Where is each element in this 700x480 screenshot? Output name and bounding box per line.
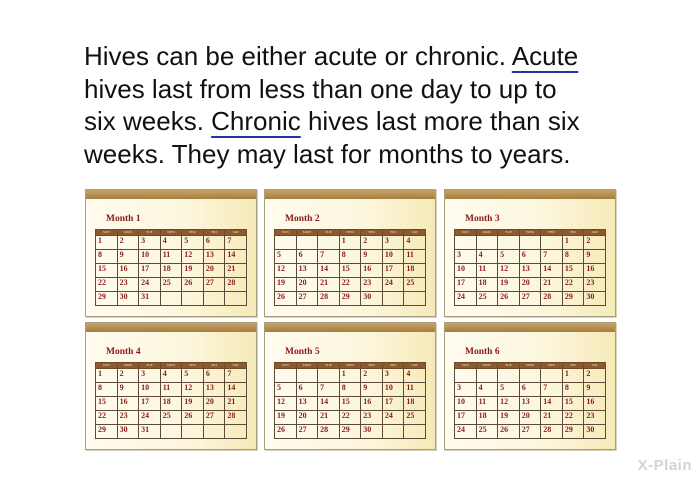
day-cell: 18 bbox=[476, 411, 498, 425]
day-cell: 25 bbox=[404, 411, 426, 425]
day-cell: 2 bbox=[361, 369, 383, 383]
day-cell: 12 bbox=[182, 383, 204, 397]
day-cell: 9 bbox=[117, 250, 139, 264]
day-cell: 9 bbox=[361, 383, 383, 397]
weekday-header: SUN bbox=[275, 230, 297, 236]
weekday-header: WED bbox=[160, 230, 182, 236]
day-cell bbox=[182, 425, 204, 439]
day-cell: 29 bbox=[339, 292, 361, 306]
paragraph-line: weeks. They may last for months to years. bbox=[84, 138, 571, 169]
month-calendar bbox=[264, 189, 436, 317]
day-cell: 23 bbox=[117, 278, 139, 292]
day-cell: 19 bbox=[182, 397, 204, 411]
day-cell: 1 bbox=[562, 369, 584, 383]
weekday-header: SUN bbox=[275, 363, 297, 369]
day-cell: 16 bbox=[361, 397, 383, 411]
calendar-header-bar bbox=[445, 190, 615, 199]
day-cell bbox=[160, 425, 182, 439]
day-cell: 19 bbox=[498, 278, 520, 292]
day-cell: 26 bbox=[275, 425, 297, 439]
day-cell: 21 bbox=[225, 397, 247, 411]
day-cell: 13 bbox=[519, 264, 541, 278]
calendar-header-bar bbox=[265, 190, 435, 199]
day-cell: 18 bbox=[404, 397, 426, 411]
day-cell: 21 bbox=[541, 411, 563, 425]
day-cell bbox=[318, 236, 340, 250]
day-cell: 2 bbox=[361, 236, 383, 250]
day-cell: 28 bbox=[541, 425, 563, 439]
day-cell: 12 bbox=[182, 250, 204, 264]
day-cell: 20 bbox=[203, 264, 225, 278]
weekday-header: TUE bbox=[139, 363, 161, 369]
day-cell bbox=[498, 369, 520, 383]
weekday-header: TUE bbox=[498, 363, 520, 369]
weekday-header: WED bbox=[519, 230, 541, 236]
day-cell bbox=[318, 369, 340, 383]
day-cell: 30 bbox=[117, 425, 139, 439]
day-cell: 2 bbox=[117, 369, 139, 383]
calendar-header-bar bbox=[86, 323, 256, 332]
day-cell: 11 bbox=[476, 264, 498, 278]
weekday-header: WED bbox=[519, 363, 541, 369]
x-plain-logo: X-Plain bbox=[637, 457, 692, 474]
weekday-header: SUN bbox=[96, 363, 118, 369]
day-cell bbox=[541, 369, 563, 383]
day-cell: 6 bbox=[519, 250, 541, 264]
day-cell: 21 bbox=[318, 278, 340, 292]
day-cell: 16 bbox=[584, 264, 606, 278]
day-cell bbox=[203, 292, 225, 306]
day-cell: 15 bbox=[96, 264, 118, 278]
day-cell bbox=[275, 369, 297, 383]
day-cell: 4 bbox=[476, 250, 498, 264]
day-cell: 7 bbox=[225, 369, 247, 383]
weekday-header: THU bbox=[182, 363, 204, 369]
calendar-header-bar bbox=[265, 323, 435, 332]
weekday-header: SAT bbox=[225, 363, 247, 369]
day-cell: 24 bbox=[382, 278, 404, 292]
day-cell: 20 bbox=[296, 411, 318, 425]
calendar-header-bar bbox=[445, 323, 615, 332]
day-cell bbox=[476, 369, 498, 383]
day-cell: 4 bbox=[404, 369, 426, 383]
day-cell: 3 bbox=[139, 369, 161, 383]
weekday-header: MON bbox=[476, 230, 498, 236]
calendar-month-title: Month 5 bbox=[285, 347, 320, 357]
day-cell bbox=[455, 236, 477, 250]
calendar-month-title: Month 1 bbox=[106, 214, 141, 224]
weekday-header: TUE bbox=[139, 230, 161, 236]
weekday-header: FRI bbox=[382, 230, 404, 236]
weekday-header: TUE bbox=[318, 363, 340, 369]
day-cell: 13 bbox=[203, 250, 225, 264]
day-cell: 12 bbox=[275, 264, 297, 278]
calendar-month-title: Month 6 bbox=[465, 347, 500, 357]
calendar-month-title: Month 2 bbox=[285, 214, 320, 224]
day-cell: 8 bbox=[339, 383, 361, 397]
day-cell bbox=[498, 236, 520, 250]
day-cell: 11 bbox=[476, 397, 498, 411]
day-cell: 10 bbox=[139, 250, 161, 264]
day-cell: 23 bbox=[117, 411, 139, 425]
day-cell: 24 bbox=[455, 425, 477, 439]
day-cell: 3 bbox=[455, 250, 477, 264]
day-cell: 10 bbox=[139, 383, 161, 397]
day-cell: 8 bbox=[96, 383, 118, 397]
day-cell: 20 bbox=[296, 278, 318, 292]
day-cell: 27 bbox=[296, 292, 318, 306]
day-cell: 7 bbox=[225, 236, 247, 250]
day-cell: 25 bbox=[160, 411, 182, 425]
day-cell bbox=[519, 369, 541, 383]
day-cell: 27 bbox=[519, 292, 541, 306]
day-cell: 14 bbox=[541, 264, 563, 278]
weekday-header: MON bbox=[117, 363, 139, 369]
day-cell: 23 bbox=[584, 411, 606, 425]
weekday-header: TUE bbox=[318, 230, 340, 236]
paragraph-line: hives last from less than one day to up to bbox=[84, 73, 557, 104]
day-cell: 27 bbox=[519, 425, 541, 439]
day-cell: 11 bbox=[404, 250, 426, 264]
day-cell: 9 bbox=[361, 250, 383, 264]
day-cell: 31 bbox=[139, 425, 161, 439]
day-cell: 5 bbox=[498, 383, 520, 397]
day-cell: 16 bbox=[117, 397, 139, 411]
day-cell: 17 bbox=[139, 397, 161, 411]
day-cell: 29 bbox=[339, 425, 361, 439]
calendar-month-title: Month 4 bbox=[106, 347, 141, 357]
day-cell: 12 bbox=[498, 397, 520, 411]
weekday-header: TUE bbox=[498, 230, 520, 236]
day-cell: 3 bbox=[382, 236, 404, 250]
day-cell: 11 bbox=[404, 383, 426, 397]
chronic-term: Chronic bbox=[211, 106, 301, 136]
day-cell: 15 bbox=[96, 397, 118, 411]
day-cell: 5 bbox=[182, 236, 204, 250]
day-cell: 27 bbox=[203, 411, 225, 425]
day-cell: 17 bbox=[382, 397, 404, 411]
weekday-header: WED bbox=[339, 363, 361, 369]
day-cell: 27 bbox=[296, 425, 318, 439]
weekday-header: THU bbox=[541, 363, 563, 369]
day-cell: 19 bbox=[275, 278, 297, 292]
day-cell: 19 bbox=[498, 411, 520, 425]
day-cell bbox=[476, 236, 498, 250]
day-cell bbox=[296, 369, 318, 383]
day-cell: 28 bbox=[225, 411, 247, 425]
day-cell: 14 bbox=[318, 264, 340, 278]
day-cell: 6 bbox=[203, 236, 225, 250]
day-cell: 3 bbox=[382, 369, 404, 383]
weekday-header: MON bbox=[296, 230, 318, 236]
day-cell bbox=[382, 292, 404, 306]
day-cell: 10 bbox=[382, 250, 404, 264]
day-cell: 23 bbox=[361, 411, 383, 425]
weekday-header: SUN bbox=[455, 230, 477, 236]
day-cell: 15 bbox=[562, 397, 584, 411]
day-cell: 24 bbox=[139, 278, 161, 292]
day-cell: 22 bbox=[339, 411, 361, 425]
day-cell: 24 bbox=[139, 411, 161, 425]
day-cell: 5 bbox=[182, 369, 204, 383]
weekday-header: MON bbox=[476, 363, 498, 369]
day-cell: 14 bbox=[225, 383, 247, 397]
day-cell: 20 bbox=[519, 411, 541, 425]
weekday-header: WED bbox=[160, 363, 182, 369]
day-cell: 8 bbox=[339, 250, 361, 264]
day-cell: 5 bbox=[275, 250, 297, 264]
weekday-header: THU bbox=[182, 230, 204, 236]
day-cell: 30 bbox=[584, 425, 606, 439]
calendar-table bbox=[274, 362, 426, 439]
day-cell: 18 bbox=[476, 278, 498, 292]
weekday-header: FRI bbox=[203, 230, 225, 236]
weekday-header: SAT bbox=[404, 363, 426, 369]
weekday-header: MON bbox=[296, 363, 318, 369]
day-cell: 3 bbox=[139, 236, 161, 250]
day-cell bbox=[182, 292, 204, 306]
day-cell: 12 bbox=[275, 397, 297, 411]
month-calendar bbox=[85, 189, 257, 317]
day-cell: 16 bbox=[117, 264, 139, 278]
day-cell: 7 bbox=[318, 250, 340, 264]
day-cell: 15 bbox=[339, 397, 361, 411]
day-cell: 4 bbox=[476, 383, 498, 397]
day-cell: 15 bbox=[562, 264, 584, 278]
acute-term: Acute bbox=[511, 41, 579, 71]
day-cell: 8 bbox=[96, 250, 118, 264]
day-cell: 25 bbox=[404, 278, 426, 292]
day-cell: 29 bbox=[562, 425, 584, 439]
day-cell: 7 bbox=[541, 250, 563, 264]
day-cell: 6 bbox=[296, 383, 318, 397]
weekday-header: SUN bbox=[96, 230, 118, 236]
day-cell bbox=[275, 236, 297, 250]
day-cell: 26 bbox=[182, 278, 204, 292]
day-cell: 25 bbox=[160, 278, 182, 292]
calendar-table bbox=[95, 362, 247, 439]
day-cell: 30 bbox=[361, 292, 383, 306]
intro-paragraph bbox=[84, 40, 644, 170]
day-cell: 15 bbox=[339, 264, 361, 278]
day-cell: 4 bbox=[160, 236, 182, 250]
day-cell: 5 bbox=[498, 250, 520, 264]
weekday-header: FRI bbox=[562, 230, 584, 236]
day-cell: 26 bbox=[498, 292, 520, 306]
day-cell: 17 bbox=[382, 264, 404, 278]
day-cell bbox=[541, 236, 563, 250]
day-cell: 8 bbox=[562, 250, 584, 264]
day-cell: 29 bbox=[96, 292, 118, 306]
day-cell: 18 bbox=[160, 397, 182, 411]
day-cell: 5 bbox=[275, 383, 297, 397]
day-cell: 1 bbox=[562, 236, 584, 250]
day-cell: 18 bbox=[160, 264, 182, 278]
calendar-table bbox=[95, 229, 247, 306]
day-cell: 27 bbox=[203, 278, 225, 292]
day-cell: 13 bbox=[296, 397, 318, 411]
paragraph-line: Hives can be either acute or chronic. Acute bbox=[84, 41, 579, 71]
weekday-header: THU bbox=[361, 230, 383, 236]
weekday-header: SAT bbox=[404, 230, 426, 236]
day-cell: 28 bbox=[318, 292, 340, 306]
day-cell: 9 bbox=[117, 383, 139, 397]
day-cell bbox=[296, 236, 318, 250]
day-cell: 10 bbox=[455, 264, 477, 278]
weekday-header: FRI bbox=[382, 363, 404, 369]
day-cell: 7 bbox=[318, 383, 340, 397]
day-cell: 19 bbox=[275, 411, 297, 425]
day-cell: 11 bbox=[160, 250, 182, 264]
day-cell: 21 bbox=[541, 278, 563, 292]
day-cell: 6 bbox=[296, 250, 318, 264]
day-cell bbox=[519, 236, 541, 250]
weekday-header: SAT bbox=[584, 363, 606, 369]
day-cell: 1 bbox=[339, 369, 361, 383]
day-cell: 20 bbox=[203, 397, 225, 411]
day-cell: 17 bbox=[455, 411, 477, 425]
day-cell: 2 bbox=[584, 236, 606, 250]
day-cell: 20 bbox=[519, 278, 541, 292]
day-cell: 19 bbox=[182, 264, 204, 278]
month-calendar bbox=[444, 322, 616, 450]
day-cell bbox=[404, 425, 426, 439]
day-cell: 1 bbox=[96, 236, 118, 250]
day-cell: 30 bbox=[584, 292, 606, 306]
day-cell: 23 bbox=[361, 278, 383, 292]
day-cell: 22 bbox=[562, 411, 584, 425]
paragraph-line: six weeks. Chronic hives last more than six bbox=[84, 106, 580, 136]
day-cell: 18 bbox=[404, 264, 426, 278]
day-cell: 22 bbox=[562, 278, 584, 292]
day-cell: 26 bbox=[275, 292, 297, 306]
day-cell: 9 bbox=[584, 383, 606, 397]
calendar-table bbox=[454, 362, 606, 439]
day-cell: 24 bbox=[382, 411, 404, 425]
day-cell: 25 bbox=[476, 292, 498, 306]
weekday-header: SUN bbox=[455, 363, 477, 369]
day-cell: 4 bbox=[160, 369, 182, 383]
weekday-header: WED bbox=[339, 230, 361, 236]
day-cell bbox=[225, 292, 247, 306]
day-cell: 9 bbox=[584, 250, 606, 264]
day-cell: 11 bbox=[160, 383, 182, 397]
day-cell: 2 bbox=[117, 236, 139, 250]
day-cell: 21 bbox=[225, 264, 247, 278]
calendar-header-bar bbox=[86, 190, 256, 199]
day-cell: 7 bbox=[541, 383, 563, 397]
day-cell: 17 bbox=[455, 278, 477, 292]
month-calendar bbox=[85, 322, 257, 450]
day-cell: 28 bbox=[225, 278, 247, 292]
day-cell: 26 bbox=[498, 425, 520, 439]
weekday-header: THU bbox=[361, 363, 383, 369]
day-cell: 24 bbox=[455, 292, 477, 306]
calendar-month-title: Month 3 bbox=[465, 214, 500, 224]
day-cell: 22 bbox=[96, 278, 118, 292]
day-cell bbox=[160, 292, 182, 306]
day-cell bbox=[203, 425, 225, 439]
weekday-header: FRI bbox=[203, 363, 225, 369]
day-cell: 16 bbox=[361, 264, 383, 278]
day-cell: 23 bbox=[584, 278, 606, 292]
day-cell: 4 bbox=[404, 236, 426, 250]
day-cell: 28 bbox=[541, 292, 563, 306]
day-cell: 13 bbox=[296, 264, 318, 278]
day-cell: 8 bbox=[562, 383, 584, 397]
day-cell: 31 bbox=[139, 292, 161, 306]
weekday-header: SAT bbox=[584, 230, 606, 236]
day-cell bbox=[225, 425, 247, 439]
day-cell: 2 bbox=[584, 369, 606, 383]
day-cell bbox=[382, 425, 404, 439]
day-cell: 10 bbox=[455, 397, 477, 411]
day-cell: 30 bbox=[361, 425, 383, 439]
day-cell: 6 bbox=[519, 383, 541, 397]
month-calendar bbox=[264, 322, 436, 450]
calendar-table bbox=[454, 229, 606, 306]
day-cell: 29 bbox=[96, 425, 118, 439]
day-cell: 22 bbox=[96, 411, 118, 425]
weekday-header: SAT bbox=[225, 230, 247, 236]
day-cell: 22 bbox=[339, 278, 361, 292]
day-cell: 1 bbox=[96, 369, 118, 383]
day-cell: 3 bbox=[455, 383, 477, 397]
day-cell: 28 bbox=[318, 425, 340, 439]
day-cell: 13 bbox=[203, 383, 225, 397]
day-cell: 16 bbox=[584, 397, 606, 411]
day-cell: 6 bbox=[203, 369, 225, 383]
day-cell: 12 bbox=[498, 264, 520, 278]
day-cell: 21 bbox=[318, 411, 340, 425]
day-cell: 14 bbox=[541, 397, 563, 411]
day-cell: 14 bbox=[225, 250, 247, 264]
calendar-table bbox=[274, 229, 426, 306]
month-calendar bbox=[444, 189, 616, 317]
day-cell: 14 bbox=[318, 397, 340, 411]
day-cell: 13 bbox=[519, 397, 541, 411]
day-cell bbox=[455, 369, 477, 383]
day-cell: 30 bbox=[117, 292, 139, 306]
weekday-header: FRI bbox=[562, 363, 584, 369]
weekday-header: MON bbox=[117, 230, 139, 236]
day-cell bbox=[404, 292, 426, 306]
day-cell: 10 bbox=[382, 383, 404, 397]
day-cell: 29 bbox=[562, 292, 584, 306]
day-cell: 25 bbox=[476, 425, 498, 439]
weekday-header: THU bbox=[541, 230, 563, 236]
day-cell: 26 bbox=[182, 411, 204, 425]
day-cell: 17 bbox=[139, 264, 161, 278]
day-cell: 1 bbox=[339, 236, 361, 250]
